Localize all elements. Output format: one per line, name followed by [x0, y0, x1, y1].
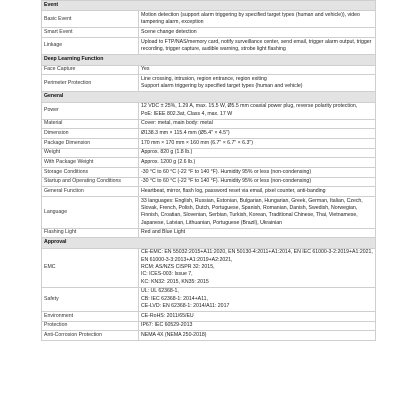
spec-row [42, 119, 376, 129]
spec-value-line: 12 VDC ± 25%, 1.29 A, max. 15.5 W, Ø5.5 mm coaxial power plug, reverse polarity protection, [141, 103, 358, 110]
spec-row [42, 139, 376, 149]
spec-value-line: Red and Blue Light [141, 229, 186, 236]
spec-value-line: RCM: AS/NZS CISPR 32: 2015, [141, 264, 215, 271]
section-header-row [42, 238, 376, 248]
spec-label: Protection [42, 321, 139, 331]
spec-label: Language [42, 197, 139, 229]
spec-value [139, 38, 376, 55]
specifications-body [42, 1, 376, 341]
spec-value-line: NEMA 4X (NEMA 250-2018) [141, 331, 207, 338]
section-title: Deep Learning Function [42, 55, 376, 65]
spec-row [42, 187, 376, 197]
spec-value [139, 228, 376, 238]
spec-label: General Function [42, 187, 139, 197]
spec-value-line: Motion detection (support alarm triggering by specified target types (human and vehicle)), video tampering alarm, exception [141, 12, 360, 26]
spec-value [139, 248, 376, 287]
spec-value [139, 287, 376, 311]
section-header-row [42, 92, 376, 102]
spec-row [42, 228, 376, 238]
spec-value [139, 168, 376, 178]
spec-label: With Package Weight [42, 158, 139, 168]
spec-row [42, 65, 376, 75]
spec-label: Smart Event [42, 28, 139, 38]
specifications-table [41, 0, 376, 341]
spec-label: Material [42, 119, 139, 129]
spec-value [139, 139, 376, 149]
spec-label: Face Capture [42, 65, 139, 75]
spec-value-line: Yes [141, 66, 150, 73]
spec-value [139, 28, 376, 38]
spec-value-line: CE-LVD: EN 62368-1: 2014/A11: 2017 [141, 302, 230, 309]
spec-label: Safety [42, 287, 139, 311]
spec-label: Environment [42, 311, 139, 321]
spec-label: Package Dimension [42, 139, 139, 149]
section-header-row [42, 55, 376, 65]
spec-label: Startup and Operating Conditions [42, 177, 139, 187]
spec-row [42, 75, 376, 92]
spec-value-line: Support alarm triggering by specified target types (human and vehicle) [141, 83, 303, 90]
section-title: Approval [42, 238, 376, 248]
spec-value-line: KC: KN32: 2015, KN35: 2015 [141, 278, 209, 285]
spec-value-line: Cover: metal, main body: metal [141, 120, 213, 127]
spec-value-line: CB: IEC 62368-1: 2014+A11, [141, 295, 208, 302]
spec-value-line: CE-RoHS: 2011/65/EU [141, 312, 194, 319]
spec-row [42, 287, 376, 311]
spec-label: Storage Conditions [42, 168, 139, 178]
spec-value-line: 170 mm × 170 mm × 160 mm (6.7" × 6.7" × 6.3") [141, 139, 253, 146]
spec-label: Power [42, 102, 139, 119]
spec-value-line: Heartbeat, mirror, flash log, password reset via email, pixel counter, anti-banding [141, 188, 326, 195]
spec-value-line: -30 °C to 60 °C (-22 °F to 140 °F). Humidity 95% or less (non-condensing) [141, 168, 312, 175]
spec-value [139, 102, 376, 119]
spec-label: Basic Event [42, 11, 139, 28]
spec-row [42, 129, 376, 139]
spec-value [139, 311, 376, 321]
section-title: General [42, 92, 376, 102]
spec-label: EMC [42, 248, 139, 287]
spec-value-line: 33 languages: English, Russian, Estonian, Bulgarian, Hungarian, Greek, German, Italian, Czech, Slovak, French, Polish, Dutch, Portuguese, Spanish, Romanian, Danish, Swedish, Norwegian, Finnish, Croatian, Slovenian, Serbian, Turkish, Korean, Traditional Chinese, Thai, Vietnamese, Japanese, Latvian, Lithuanian, Portuguese (Brazil), Ukrainian [141, 197, 363, 226]
spec-value [139, 158, 376, 168]
spec-label: Perimeter Protection [42, 75, 139, 92]
spec-row [42, 168, 376, 178]
spec-label: Weight [42, 148, 139, 158]
spec-value [139, 321, 376, 331]
spec-value-line: IC: ICES-003: Issue 7, [141, 271, 193, 278]
spec-value-line: UL: UL 62368-1, [141, 288, 179, 295]
spec-value-line: IP67: IEC 60529-2013 [141, 322, 193, 329]
spec-value [139, 331, 376, 341]
spec-value-line: Line crossing, intrusion, region entrance, region exiting [141, 75, 267, 82]
spec-label: Linkage [42, 38, 139, 55]
spec-value [139, 148, 376, 158]
spec-value-line: PoE: IEEE 802.3at, Class 4, max. 17 W [141, 110, 233, 117]
spec-row [42, 102, 376, 119]
spec-value-line: Upload to FTP/NAS/memory card, notify surveillance center, send email, trigger alarm output, trigger recording, trigger capture, audible warning, strobe light flashing [141, 38, 372, 53]
spec-row [42, 11, 376, 28]
spec-row [42, 321, 376, 331]
spec-value-line: Scene change detection [141, 29, 197, 36]
spec-value [139, 75, 376, 92]
spec-value [139, 129, 376, 139]
spec-row [42, 248, 376, 287]
spec-label: Flashing Light [42, 228, 139, 238]
spec-value [139, 65, 376, 75]
spec-row [42, 148, 376, 158]
spec-row [42, 38, 376, 55]
spec-row [42, 311, 376, 321]
spec-label: Anti-Corrosion Protection [42, 331, 139, 341]
spec-value [139, 11, 376, 28]
spec-row [42, 197, 376, 229]
spec-row [42, 177, 376, 187]
spec-value-line: Approx. 1200 g (2.6 lb.) [141, 159, 196, 166]
spec-value [139, 119, 376, 129]
spec-value [139, 197, 376, 229]
spec-value-line: Approx. 820 g (1.8 lb.) [141, 149, 193, 156]
spec-row [42, 158, 376, 168]
section-title: Event [42, 1, 376, 11]
spec-value [139, 187, 376, 197]
spec-value-line: CE-EMC: EN 55032:2015+A11:2020, EN 50130-4:2011+A1:2014, EN IEC 61000-3-2:2019+A1:2021, EN 61000-3-3:2013+A1:2019+A2:2021, [141, 249, 373, 263]
spec-row [42, 28, 376, 38]
spec-row [42, 331, 376, 341]
section-header-row [42, 1, 376, 11]
spec-value-line: -30 °C to 60 °C (-22 °F to 140 °F). Humidity 95% or less (non-condensing) [141, 178, 312, 185]
spec-value [139, 177, 376, 187]
spec-label: Dimension [42, 129, 139, 139]
spec-value-line: Ø138.3 mm × 115.4 mm (Ø5.4" × 4.5") [141, 130, 230, 137]
